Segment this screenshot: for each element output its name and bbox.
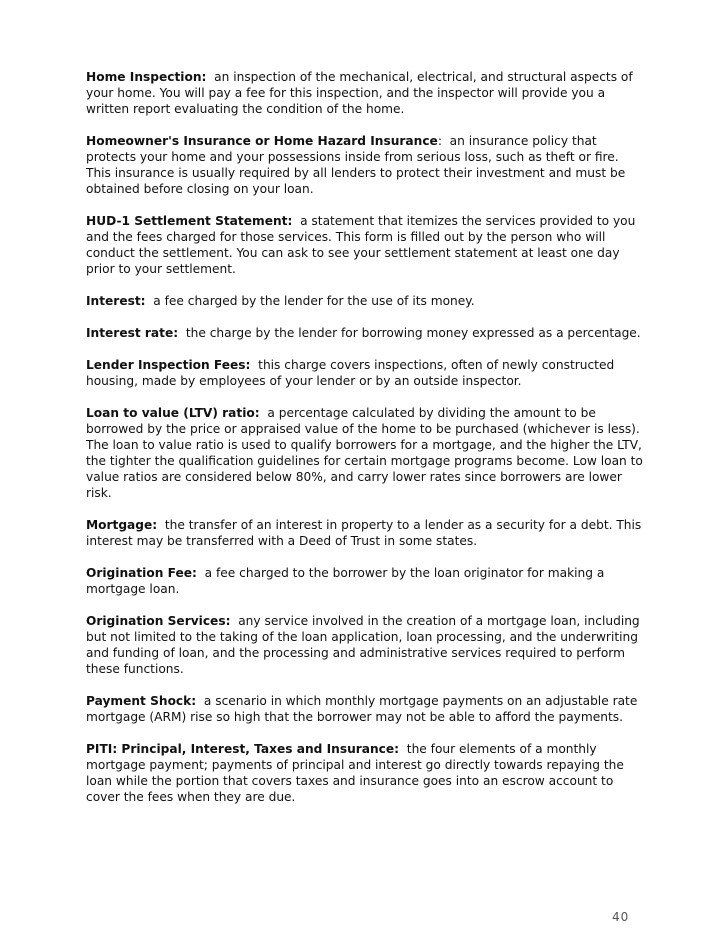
glossary-definition: an inspection of the mechanical, electrical, and structural aspects of your home. You will pay a fee for this inspection, and the inspector will provide you a written report evaluating the condition of the home. [86, 70, 633, 116]
glossary-definition: the four elements of a monthly mortgage payment; payments of principal and interest go directly towards repaying the loan while the portion that covers taxes and insurance goes into an escrow account to cover the fees when they are due. [86, 742, 624, 804]
glossary-entry-home-inspection [86, 69, 646, 117]
glossary-term: Loan to value (LTV) ratio: [86, 406, 260, 420]
glossary-definition: the charge by the lender for borrowing money expressed as a percentage. [185, 326, 641, 340]
glossary-content [86, 69, 646, 821]
glossary-term: Origination Fee: [86, 566, 197, 580]
glossary-definition: this charge covers inspections, often of newly constructed housing, made by employees of your lender or by an outside inspector. [86, 358, 615, 388]
glossary-term: Home Inspection: [86, 70, 207, 84]
glossary-term: Origination Services: [86, 614, 231, 628]
glossary-term: Lender Inspection Fees: [86, 358, 251, 372]
glossary-term: HUD-1 Settlement Statement: [86, 214, 293, 228]
glossary-definition: a statement that itemizes the services provided to you and the fees charged for those services. This form is filled out by the person who will conduct the settlement. You can ask to see your settlement statement at least one day prior to your settlement. [86, 214, 636, 276]
glossary-definition: a percentage calculated by dividing the amount to be borrowed by the price or appraised value of the home to be purchased (whichever is less). The loan to value ratio is used to qualify borrowers for a mortgage, and the higher the LTV, the tighter the qualification guidelines for certain mortgage programs become. Low loan to value ratios are considered below 80%, and carry lower rates since borrowers are lower risk. [86, 406, 643, 500]
glossary-definition: a fee charged by the lender for the use of its money. [153, 294, 475, 308]
glossary-entry-interest-rate [86, 325, 646, 341]
glossary-entry-origination-fee [86, 565, 646, 597]
glossary-entry-payment-shock [86, 693, 646, 725]
glossary-entry-homeowners-insurance: Homeowner's Insurance or Home Hazard Insurance: an insurance policy that protects your home and your possessions inside from serious loss, such as theft or fire. This insurance is usually required by all lenders to protect their investment and must be obtained before closing on your loan. [86, 134, 626, 196]
glossary-term: PITI: Principal, Interest, Taxes and Insurance: [86, 742, 400, 756]
glossary-entry-piti [86, 741, 646, 805]
glossary-term: Homeowner's Insurance or Home Hazard Insurance [86, 134, 438, 148]
glossary-definition: a scenario in which monthly mortgage payments on an adjustable rate mortgage (ARM) rise so high that the borrower may not be able to afford the payments. [86, 694, 638, 724]
glossary-entry-origination-services [86, 613, 646, 677]
glossary-definition: the transfer of an interest in property to a lender as a security for a debt. This interest may be transferred with a Deed of Trust in some states. [86, 518, 642, 548]
glossary-entry-interest [86, 293, 646, 309]
glossary-entry-lender-inspection-fees [86, 357, 646, 389]
glossary-term: Mortgage: [86, 518, 158, 532]
glossary-definition: any service involved in the creation of a mortgage loan, including but not limited to the taking of the loan application, loan processing, and the underwriting and funding of loan, and the processing and administrative services required to perform these functions. [86, 614, 640, 676]
glossary-definition: an insurance policy that protects your home and your possessions inside from serious loss, such as theft or fire. This insurance is usually required by all lenders to protect their investment and must be obtained before closing on your loan. [86, 134, 626, 196]
glossary-term: Payment Shock: [86, 694, 197, 708]
glossary-entry-mortgage [86, 517, 646, 549]
glossary-definition: a fee charged to the borrower by the loan originator for making a mortgage loan. [86, 566, 605, 596]
glossary-entry-loan-to-value-ratio [86, 405, 646, 501]
page-number: 40 [612, 910, 630, 924]
glossary-entry-hud1-settlement-statement [86, 213, 646, 277]
glossary-term: Interest: [86, 294, 146, 308]
glossary-term: Interest rate: [86, 326, 179, 340]
